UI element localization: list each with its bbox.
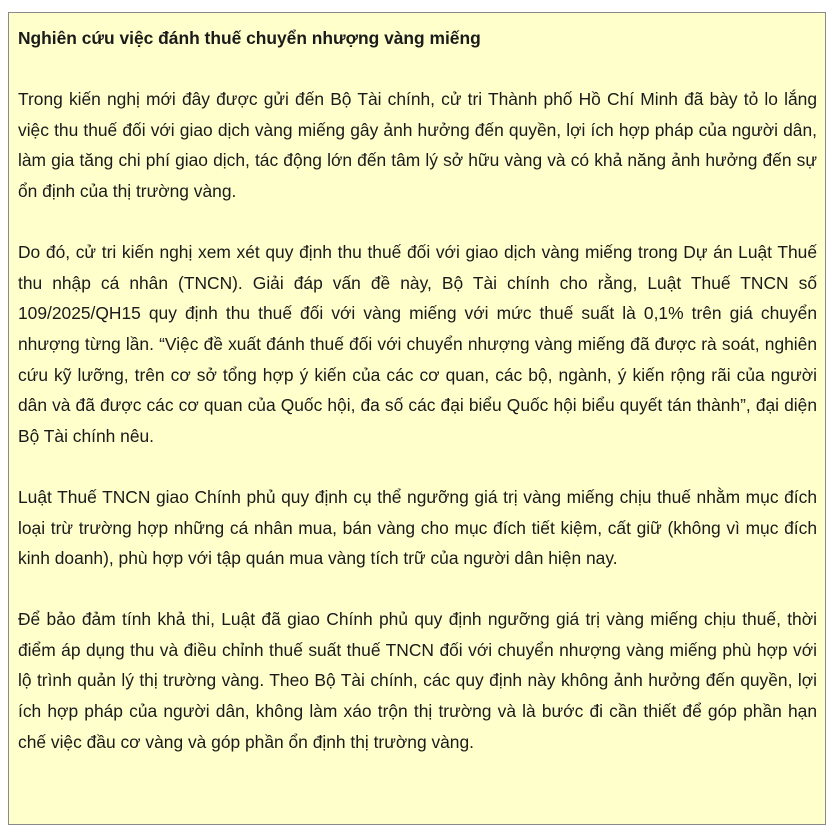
article-paragraph-4: Để bảo đảm tính khả thi, Luật đã giao Chính phủ quy định ngưỡng giá trị vàng miếng chịu thuế, thời điểm áp dụng thu và điều chỉnh thuế suất thuế TNCN đối với chuyển nhượng vàng miếng phù hợp với lộ trình quản lý thị trường vàng. Theo Bộ Tài chính, các quy định này không ảnh hưởng đến quyền, lợi ích hợp pháp của người dân, không làm xáo trộn thị trường và là bước đi cần thiết để góp phần hạn chế việc đầu cơ vàng và góp phần ổn định thị trường vàng. bbox=[18, 609, 817, 752]
article-paragraph-1: Trong kiến nghị mới đây được gửi đến Bộ Tài chính, cử tri Thành phố Hồ Chí Minh đã bày tỏ lo lắng việc thu thuế đối với giao dịch vàng miếng gây ảnh hưởng đến quyền, lợi ích hợp pháp của người dân, làm gia tăng chi phí giao dịch, tác động lớn đến tâm lý sở hữu vàng và có khả năng ảnh hưởng đến sự ổn định của thị trường vàng. bbox=[18, 89, 817, 201]
article-paragraph-2: Do đó, cử tri kiến nghị xem xét quy định thu thuế đối với giao dịch vàng miếng trong Dự án Luật Thuế thu nhập cá nhân (TNCN). Giải đáp vấn đề này, Bộ Tài chính cho rằng, Luật Thuế TNCN số 109/2025/QH15 quy định thu thuế đối với vàng miếng với mức thuế suất là 0,1% trên giá chuyển nhượng từng lần. “Việc đề xuất đánh thuế đối với chuyển nhượng vàng miếng đã được rà soát, nghiên cứu kỹ lưỡng, trên cơ sở tổng hợp ý kiến của các cơ quan, các bộ, ngành, ý kiến rộng rãi của người dân và đã được các cơ quan của Quốc hội, đa số các đại biểu Quốc hội biểu quyết tán thành”, đại diện Bộ Tài chính nêu. bbox=[18, 242, 817, 446]
article-box bbox=[8, 12, 826, 825]
article-title: Nghiên cứu việc đánh thuế chuyển nhượng vàng miếng bbox=[18, 28, 481, 48]
article-paragraph-3: Luật Thuế TNCN giao Chính phủ quy định cụ thể ngưỡng giá trị vàng miếng chịu thuế nhằm mục đích loại trừ trường hợp những cá nhân mua, bán vàng cho mục đích tiết kiệm, cất giữ (không vì mục đích kinh doanh), phù hợp với tập quán mua vàng tích trữ của người dân hiện nay. bbox=[18, 486, 817, 569]
